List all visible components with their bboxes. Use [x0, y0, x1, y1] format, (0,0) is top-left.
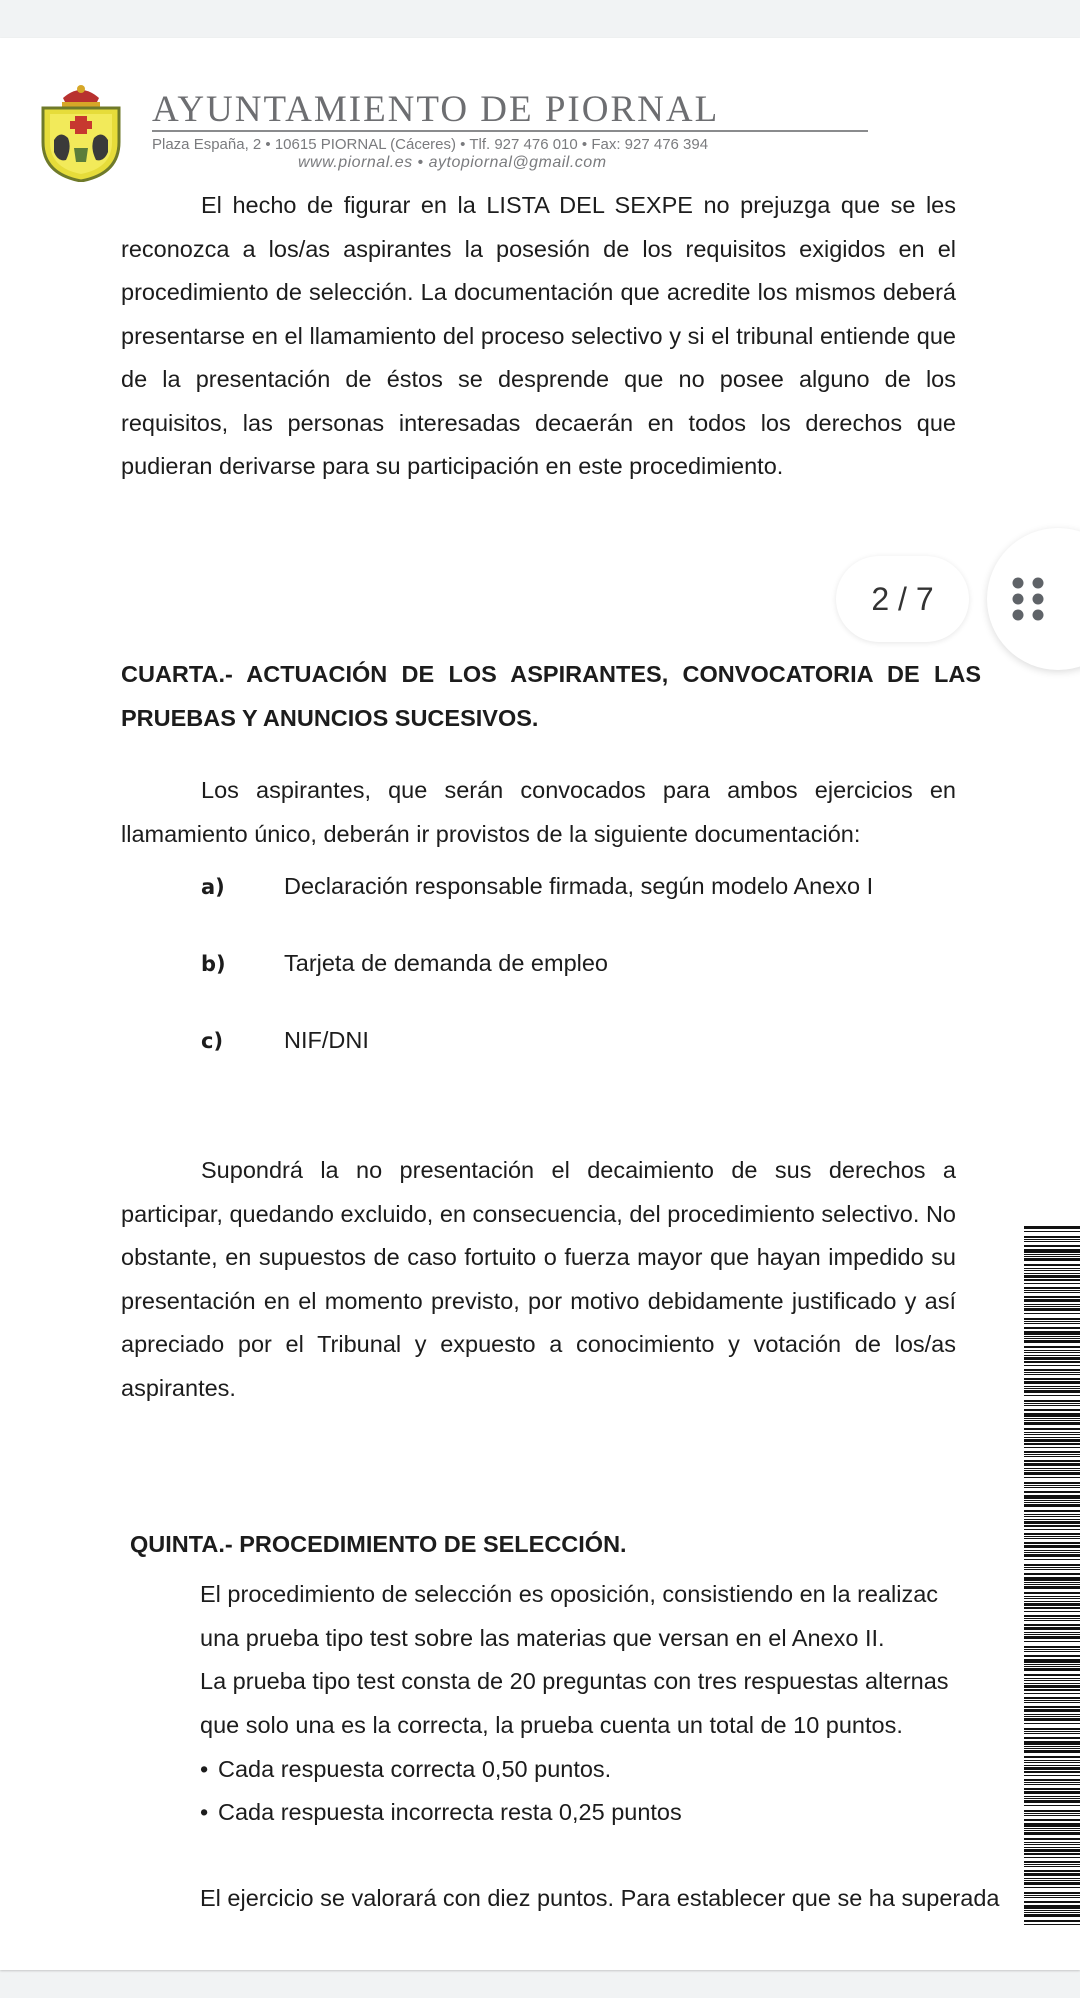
quinta-text-line: El procedimiento de selección es oposición, consistiendo en la realizac — [200, 1581, 939, 1607]
bullet-text: Cada respuesta correcta 0,50 puntos. — [218, 1756, 612, 1782]
paragraph-supondra: Supondrá la no presentación el decaimiento de sus derechos a participar, quedando excluido, en consecuencia, del procedimiento selectivo. No obstante, en supuestos de caso fortuito o fuerza mayor que hayan impedido su presentación en el momento previsto, por motivo debidamente justificado y así apreciado por el Tribunal y expuesto a conocimiento y votación de los/as aspirantes. — [121, 1157, 956, 1401]
list-item-label: b) — [201, 952, 226, 976]
section-quinta-heading: QUINTA.- PROCEDIMIENTO DE SELECCIÓN. — [130, 1531, 627, 1557]
barcode-image — [1024, 1226, 1080, 1926]
list-item-label: a) — [201, 875, 225, 899]
paragraph-aspirantes: Los aspirantes, que serán convocados para ambos ejercicios en llamamiento único, deberán ir provistos de la siguiente documentación: — [121, 777, 956, 847]
list-item-text: Declaración responsable firmada, según modelo Anexo I — [284, 873, 874, 899]
grid-dots-icon — [1011, 576, 1045, 622]
municipality-web-email: www.piornal.es • aytopiornal@gmail.com — [298, 154, 607, 171]
document-page — [0, 38, 1080, 1970]
page-indicator: 2 / 7 — [836, 556, 969, 642]
paragraph-sexpe: El hecho de figurar en la LISTA DEL SEXPE no prejuzga que se les reconozca a los/as aspirantes la posesión de los requisitos exigidos en el procedimiento de selección. La documentación que acredite los mismos deberá presentarse en el llamamiento del proceso selectivo y si el tribunal entiende que de la presentación de éstos se desprende que no posee alguno de los requisitos, las personas interesadas decaerán en todos los derechos que pudieran derivarse para su participación en este procedimiento. — [121, 192, 956, 479]
coat-of-arms-logo — [38, 82, 124, 182]
quinta-text-line: que solo una es la correcta, la prueba cuenta un total de 10 puntos. — [200, 1712, 903, 1738]
municipality-title: AYUNTAMIENTO DE PIORNAL — [152, 89, 720, 130]
section-cuarta-heading: CUARTA.- ACTUACIÓN DE LOS ASPIRANTES, CONVOCATORIA DE LAS PRUEBAS Y ANUNCIOS SUCESIVOS. — [121, 661, 981, 731]
quinta-text-line: una prueba tipo test sobre las materias que versan en el Anexo II. — [200, 1625, 885, 1651]
bullet-icon: • — [200, 1756, 209, 1782]
list-item-text: Tarjeta de demanda de empleo — [284, 950, 608, 976]
bullet-item — [200, 1754, 611, 1784]
bullet-item — [200, 1797, 682, 1827]
bullet-text: Cada respuesta incorrecta resta 0,25 puntos — [218, 1799, 682, 1825]
list-item-label: c) — [201, 1029, 224, 1053]
paragraph-final: El ejercicio se valorará con diez puntos. Para establecer que se ha superada — [200, 1885, 1000, 1911]
quinta-text-line: La prueba tipo test consta de 20 preguntas con tres respuestas alternas — [200, 1668, 949, 1694]
bullet-icon: • — [200, 1799, 209, 1825]
list-item — [201, 1025, 369, 1056]
municipality-address: Plaza España, 2 • 10615 PIORNAL (Cáceres) • Tlf. 927 476 010 • Fax: 927 476 394 — [152, 136, 709, 153]
list-item — [201, 948, 608, 979]
header-divider — [152, 130, 868, 132]
list-item-text: NIF/DNI — [284, 1027, 369, 1053]
list-item — [201, 871, 873, 902]
